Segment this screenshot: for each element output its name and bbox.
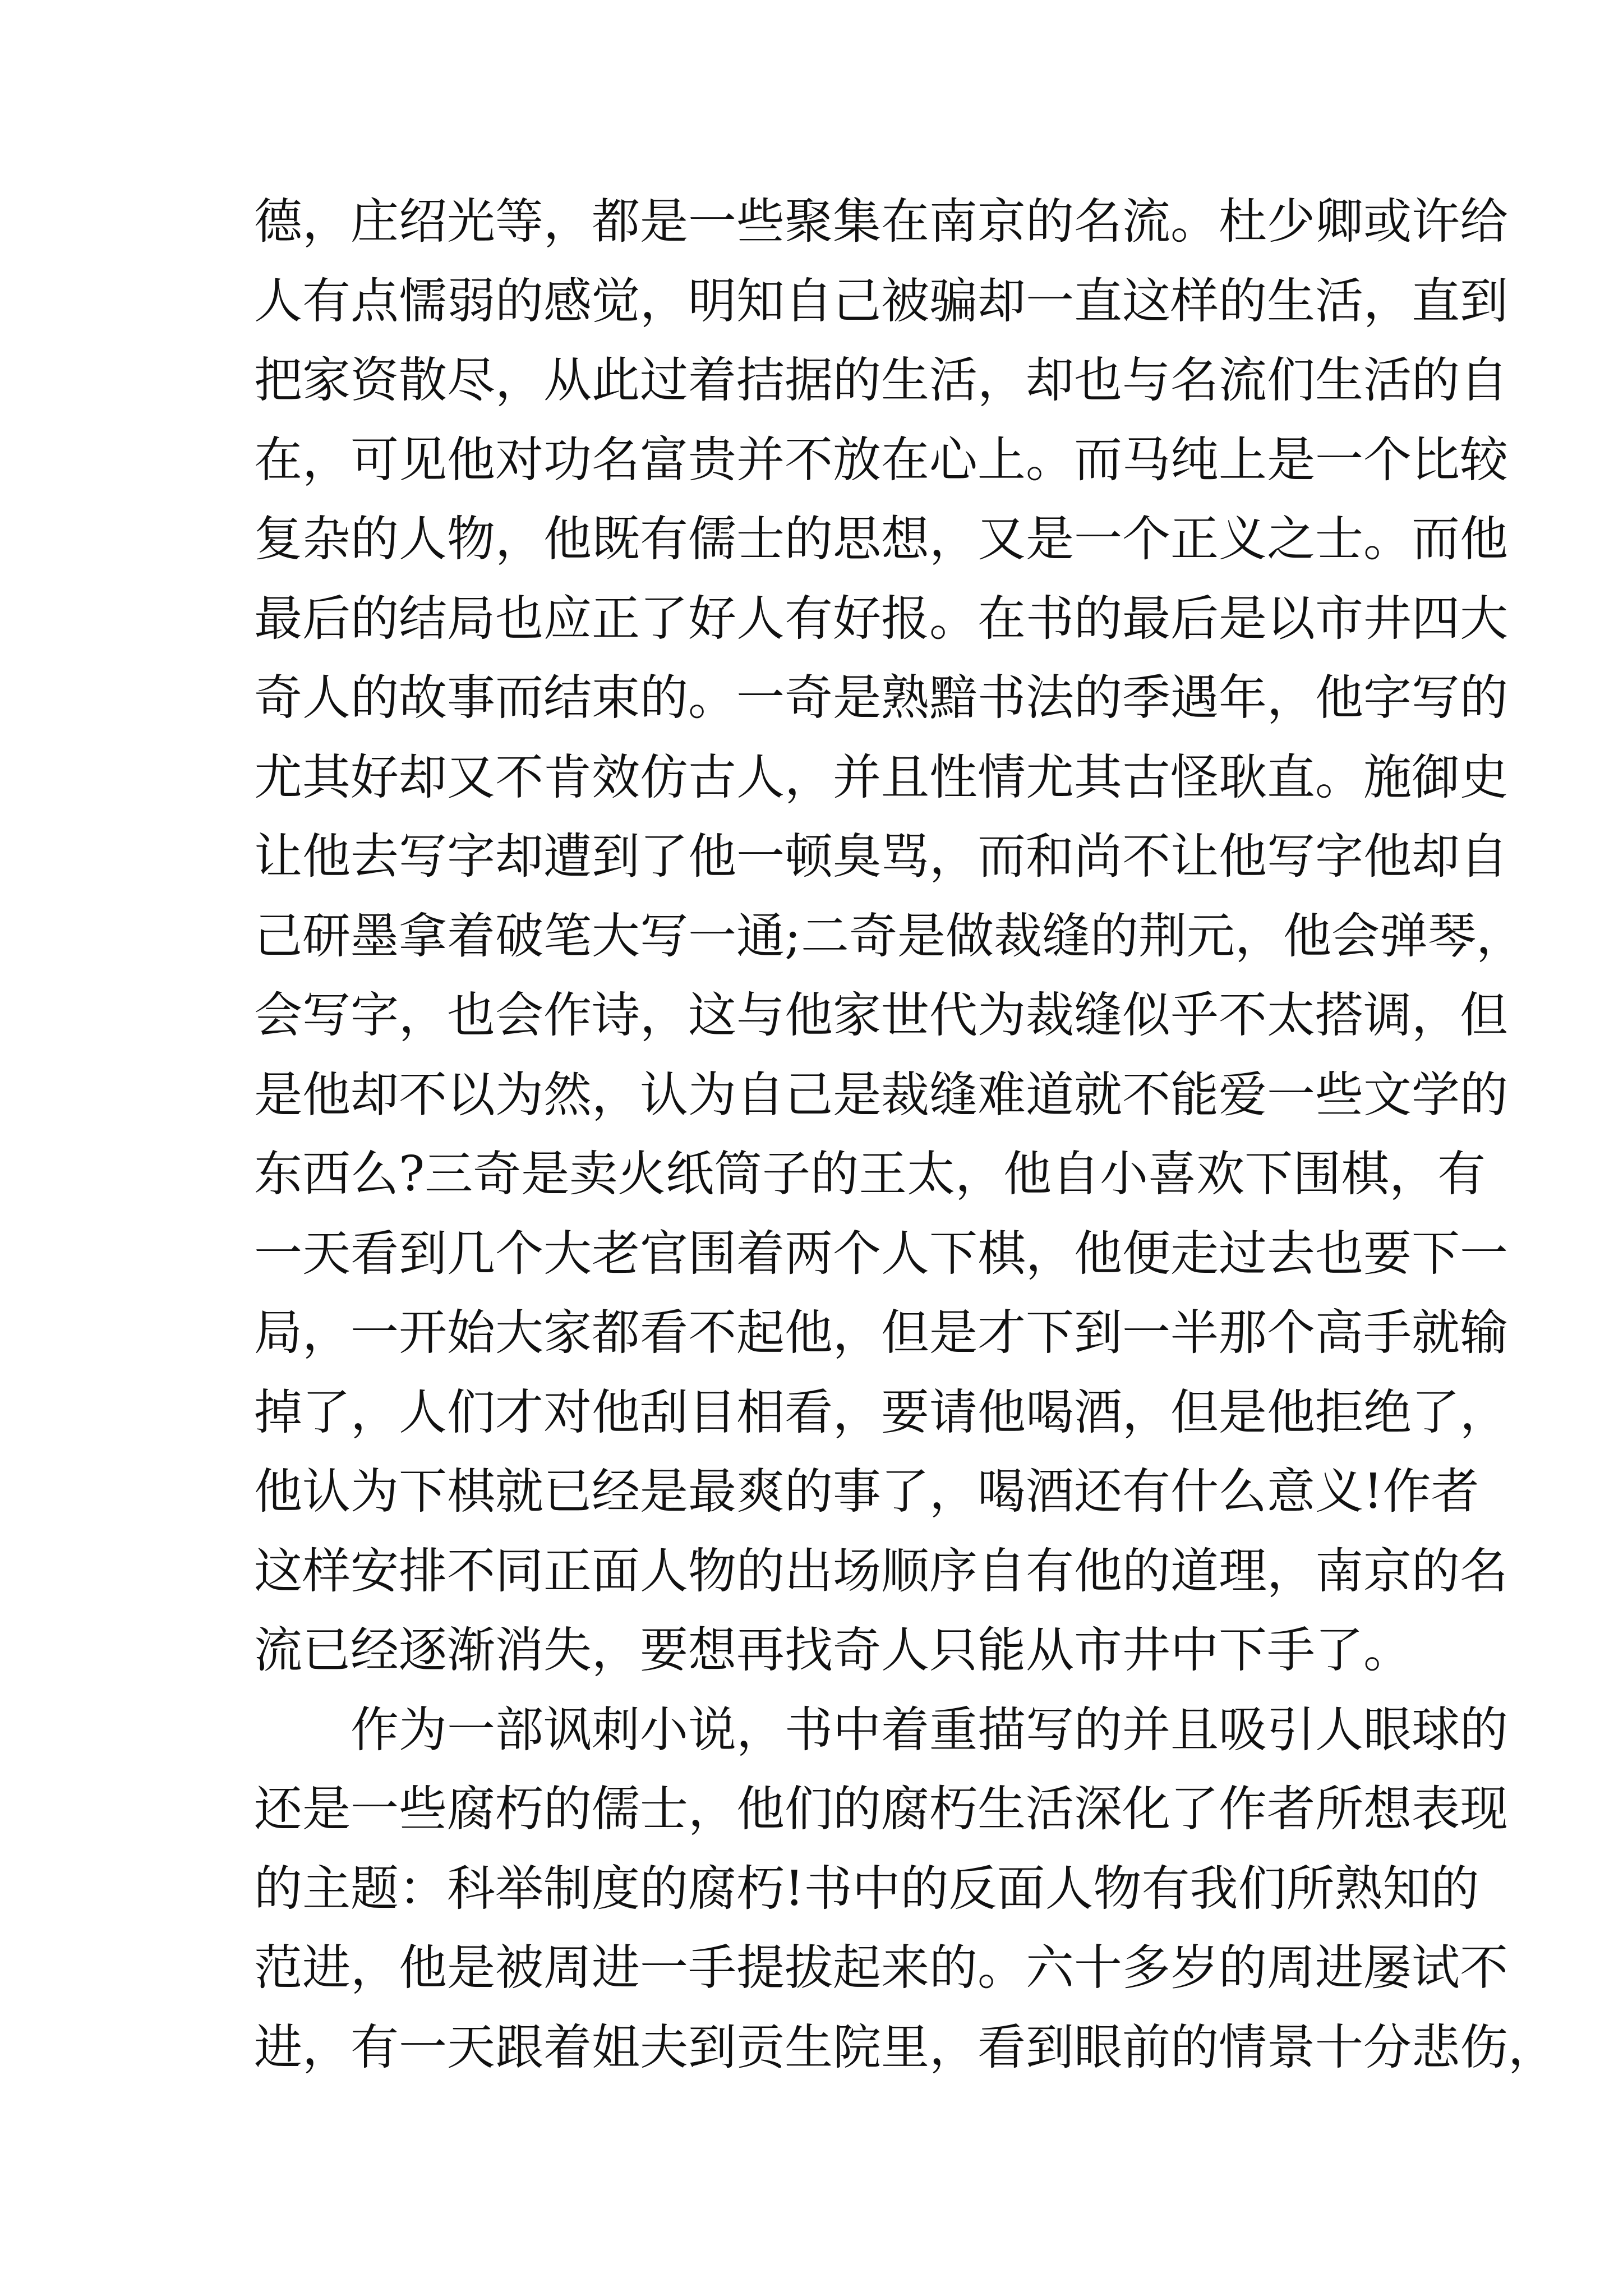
text-line: 这样安排不同正面人物的出场顺序自有他的道理，南京的名 (254, 1543, 1508, 1599)
text-line: 在，可见他对功名富贵并不放在心上。而马纯上是一个比较 (254, 431, 1508, 488)
text-line: 还是一些腐朽的儒士，他们的腐朽生活深化了作者所想表现 (254, 1781, 1508, 1837)
text-line: 范进，他是被周进一手提拔起来的。六十多岁的周进屡试不 (254, 1940, 1508, 1996)
text-line: 把家资散尽，从此过着拮据的生活，却也与名流们生活的自 (254, 352, 1508, 408)
text-line: 会写字，也会作诗，这与他家世代为裁缝似乎不太搭调，但 (254, 987, 1508, 1043)
body-text (254, 182, 1556, 2087)
text-line: 的主题：科举制度的腐朽!书中的反面人物有我们所熟知的 (254, 1860, 1479, 1917)
text-line: 让他去写字却遭到了他一顿臭骂，而和尚不让他写字他却自 (254, 829, 1508, 885)
text-line: 己研墨拿着破笔大写一通;二奇是做裁缝的荆元，他会弹琴， (254, 908, 1524, 964)
text-line: 复杂的人物，他既有儒士的思想，又是一个正义之士。而他 (254, 511, 1508, 567)
text-line: 作为一部讽刺小说，书中着重描写的并且吸引人眼球的 (351, 1701, 1508, 1758)
text-line: 尤其好却又不肯效仿古人，并且性情尤其古怪耿直。施御史 (254, 749, 1508, 806)
text-line: 局，一开始大家都看不起他，但是才下到一半那个高手就输 (254, 1305, 1508, 1361)
text-line: 德，庄绍光等，都是一些聚集在南京的名流。杜少卿或许给 (254, 194, 1508, 250)
text-line: 一天看到几个大老官围着两个人下棋，他便走过去也要下一 (254, 1225, 1508, 1282)
text-line: 进，有一天跟着姐夫到贡生院里，看到眼前的情景十分悲伤， (254, 2019, 1556, 2076)
text-line: 流已经逐渐消失，要想再找奇人只能从市井中下手了。 (254, 1622, 1412, 1678)
text-line: 人有点懦弱的感觉，明知自己被骗却一直这样的生活，直到 (254, 273, 1508, 329)
text-line: 他认为下棋就已经是最爽的事了，喝酒还有什么意义!作者 (254, 1464, 1479, 1520)
text-line: 奇人的故事而结束的。一奇是熟黯书法的季遇年，他字写的 (254, 670, 1508, 726)
text-line: 是他却不以为然，认为自己是裁缝难道就不能爱一些文学的 (254, 1066, 1508, 1123)
text-line: 最后的结局也应正了好人有好报。在书的最后是以市井四大 (254, 590, 1508, 647)
text-line: 东西么?三奇是卖火纸筒子的王太，他自小喜欢下围棋，有 (254, 1146, 1486, 1202)
text-line: 掉了，人们才对他刮目相看，要请他喝酒，但是他拒绝了， (254, 1384, 1508, 1441)
